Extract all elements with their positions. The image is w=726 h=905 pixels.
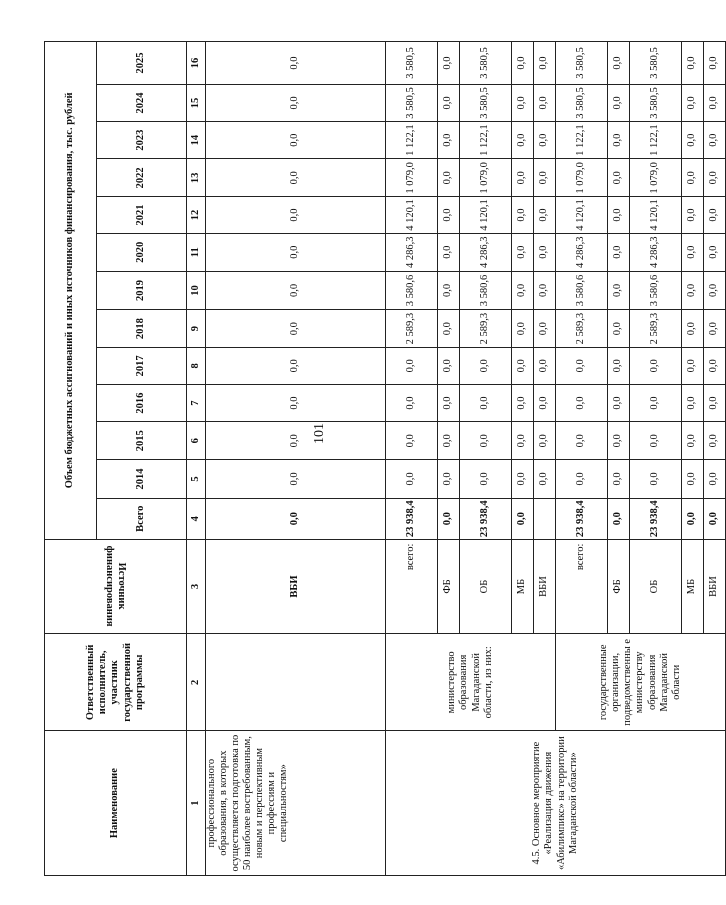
- row-value: 0,0: [206, 348, 386, 385]
- row-value: 0,0: [704, 271, 726, 310]
- column-number: 11: [187, 233, 206, 271]
- row-value: 0,0: [534, 310, 556, 348]
- row-value: 3 580,5: [460, 85, 512, 122]
- row-value: 0,0: [512, 42, 534, 85]
- row-value: 0,0: [438, 85, 460, 122]
- row-source: ФБ: [608, 539, 630, 634]
- column-number: 8: [187, 348, 206, 385]
- header-total: Всего: [97, 498, 187, 539]
- row-value: 3 580,5: [386, 42, 438, 85]
- header-year-2015: 2015: [97, 422, 187, 460]
- row-value: 0,0: [682, 460, 704, 499]
- header-year-2021: 2021: [97, 197, 187, 234]
- row-value: 0,0: [556, 422, 608, 460]
- row-value: 0,0: [534, 233, 556, 271]
- row-value: 0,0: [534, 159, 556, 197]
- column-number: 5: [187, 460, 206, 499]
- row-value: 0,0: [206, 310, 386, 348]
- row-total: 0,0: [608, 498, 630, 539]
- row-value: 1 122,1: [556, 121, 608, 159]
- row-value: 0,0: [682, 271, 704, 310]
- row-value: 0,0: [608, 422, 630, 460]
- row-value: 0,0: [682, 42, 704, 85]
- table-row: [206, 42, 386, 876]
- row-source: всего:: [386, 539, 438, 634]
- row-value: 0,0: [512, 159, 534, 197]
- row-value: 0,0: [608, 121, 630, 159]
- row-value: 0,0: [438, 460, 460, 499]
- header-year-2023: 2023: [97, 121, 187, 159]
- row-value: 0,0: [512, 233, 534, 271]
- row-value: 0,0: [206, 159, 386, 197]
- row-value: 0,0: [608, 348, 630, 385]
- row-value: 0,0: [438, 159, 460, 197]
- row-value: 0,0: [512, 460, 534, 499]
- row-value: 0,0: [556, 460, 608, 499]
- row-value: 1 079,0: [630, 159, 682, 197]
- column-number: 4: [187, 498, 206, 539]
- row-value: 0,0: [630, 460, 682, 499]
- row-value: 0,0: [556, 384, 608, 422]
- row-value: 0,0: [608, 159, 630, 197]
- row-value: 0,0: [534, 197, 556, 234]
- header-year-2025: 2025: [97, 42, 187, 85]
- row-value: 0,0: [704, 42, 726, 85]
- header-source: [45, 539, 187, 634]
- row-value: 0,0: [608, 460, 630, 499]
- row-value: 0,0: [460, 348, 512, 385]
- row-value: 0,0: [438, 233, 460, 271]
- row-value: 0,0: [682, 422, 704, 460]
- column-number: 3: [187, 539, 206, 634]
- column-number: 6: [187, 422, 206, 460]
- row-total: 0,0: [682, 498, 704, 539]
- row-value: 0,0: [460, 422, 512, 460]
- row-value: 0,0: [512, 121, 534, 159]
- row-value: 0,0: [386, 422, 438, 460]
- row-value: 4 120,1: [460, 197, 512, 234]
- row-total: 23 938,4: [556, 498, 608, 539]
- row-value: 3 580,5: [386, 85, 438, 122]
- row-value: 4 120,1: [386, 197, 438, 234]
- row-name: 4.5. Основное мероприятие «Реализация движения «Абилимпикс» на территории Магаданской области»: [386, 731, 726, 876]
- row-value: 3 580,6: [630, 271, 682, 310]
- row-value: 0,0: [682, 348, 704, 385]
- row-value: 0,0: [704, 384, 726, 422]
- column-number: 9: [187, 310, 206, 348]
- row-value: 4 120,1: [556, 197, 608, 234]
- row-value: 0,0: [704, 159, 726, 197]
- header-executor: Ответственный исполнитель, участник государственной программы: [45, 634, 187, 731]
- row-value: 0,0: [608, 197, 630, 234]
- row-value: 0,0: [206, 384, 386, 422]
- row-value: 0,0: [682, 197, 704, 234]
- row-value: 1 122,1: [460, 121, 512, 159]
- page-number: 101: [312, 423, 327, 444]
- row-value: 0,0: [438, 121, 460, 159]
- row-value: 0,0: [206, 121, 386, 159]
- row-value: 0,0: [534, 121, 556, 159]
- row-value: 0,0: [206, 422, 386, 460]
- row-value: 0,0: [512, 422, 534, 460]
- row-total: 0,0: [438, 498, 460, 539]
- header-year-2017: 2017: [97, 348, 187, 385]
- table-row: [386, 42, 438, 876]
- row-value: 3 580,5: [630, 85, 682, 122]
- header-year-2022: 2022: [97, 159, 187, 197]
- row-value: 0,0: [512, 384, 534, 422]
- rotated-table-container: [44, 41, 720, 876]
- row-value: 3 580,5: [630, 42, 682, 85]
- row-value: 0,0: [630, 422, 682, 460]
- row-value: 0,0: [534, 348, 556, 385]
- column-number: 15: [187, 85, 206, 122]
- row-value: 0,0: [682, 233, 704, 271]
- row-source: ФБ: [438, 539, 460, 634]
- row-value: 0,0: [512, 310, 534, 348]
- row-total: 0,0: [206, 498, 386, 539]
- row-value: 0,0: [704, 460, 726, 499]
- row-value: 0,0: [704, 85, 726, 122]
- row-value: 0,0: [438, 310, 460, 348]
- row-value: 0,0: [534, 460, 556, 499]
- row-total: 0,0: [512, 498, 534, 539]
- row-total: [534, 498, 556, 539]
- row-value: 0,0: [206, 233, 386, 271]
- header-year-2018: 2018: [97, 310, 187, 348]
- row-value: 0,0: [682, 121, 704, 159]
- row-value: 2 589,3: [460, 310, 512, 348]
- financing-table: [44, 41, 726, 876]
- header-year-2024: 2024: [97, 85, 187, 122]
- row-total: 23 938,4: [386, 498, 438, 539]
- column-number: 13: [187, 159, 206, 197]
- row-source: ОБ: [460, 539, 512, 634]
- row-name: профессионального образования, в которых осуществляется подготовка по 50 наиболее востребованным, новым и перспективным профессиям и специальностям»: [206, 731, 386, 876]
- row-source: ВБИ: [704, 539, 726, 634]
- row-source: ВБИ: [534, 539, 556, 634]
- row-value: 1 079,0: [556, 159, 608, 197]
- row-source: МБ: [512, 539, 534, 634]
- row-value: 0,0: [704, 310, 726, 348]
- row-value: 0,0: [704, 121, 726, 159]
- row-value: 0,0: [206, 271, 386, 310]
- row-value: 0,0: [206, 460, 386, 499]
- row-value: 0,0: [556, 348, 608, 385]
- row-value: 0,0: [438, 348, 460, 385]
- row-value: 1 079,0: [460, 159, 512, 197]
- row-total: 0,0: [704, 498, 726, 539]
- column-number: 1: [187, 731, 206, 876]
- row-value: 0,0: [206, 85, 386, 122]
- row-value: 0,0: [206, 197, 386, 234]
- row-value: 0,0: [386, 384, 438, 422]
- row-executor: [206, 634, 386, 731]
- row-value: 0,0: [512, 197, 534, 234]
- row-value: 0,0: [206, 42, 386, 85]
- row-value: 0,0: [512, 271, 534, 310]
- row-value: 0,0: [534, 384, 556, 422]
- column-number: 16: [187, 42, 206, 85]
- row-value: 4 286,3: [556, 233, 608, 271]
- row-value: 1 079,0: [386, 159, 438, 197]
- row-value: 4 286,3: [630, 233, 682, 271]
- header-funding-title: Объем бюджетных ассигнований и иных источников финансирования, тыс. рублей: [45, 42, 97, 540]
- header-name: Наименование: [45, 731, 187, 876]
- row-executor: министерство образования Магаданской области, из них:: [386, 634, 556, 731]
- row-value: 0,0: [534, 42, 556, 85]
- row-value: 1 122,1: [630, 121, 682, 159]
- column-number: 12: [187, 197, 206, 234]
- row-value: 0,0: [438, 271, 460, 310]
- column-number: 7: [187, 384, 206, 422]
- row-value: 4 286,3: [386, 233, 438, 271]
- row-value: 0,0: [534, 271, 556, 310]
- row-value: 0,0: [682, 159, 704, 197]
- row-value: 3 580,5: [556, 42, 608, 85]
- row-source: всего:: [556, 539, 608, 634]
- row-value: 3 580,6: [556, 271, 608, 310]
- row-value: 2 589,3: [386, 310, 438, 348]
- row-value: 0,0: [608, 42, 630, 85]
- row-value: 0,0: [608, 271, 630, 310]
- header-source-text: Источник финансирования: [104, 546, 127, 627]
- column-number: 14: [187, 121, 206, 159]
- row-value: 3 580,6: [386, 271, 438, 310]
- row-value: 2 589,3: [556, 310, 608, 348]
- row-value: 0,0: [512, 348, 534, 385]
- row-value: 0,0: [704, 233, 726, 271]
- row-value: 0,0: [438, 384, 460, 422]
- row-source: ВБИ: [206, 539, 386, 634]
- row-value: 0,0: [704, 422, 726, 460]
- row-value: 0,0: [460, 384, 512, 422]
- row-value: 3 580,5: [460, 42, 512, 85]
- row-value: 0,0: [438, 42, 460, 85]
- row-value: 3 580,6: [460, 271, 512, 310]
- header-year-2016: 2016: [97, 384, 187, 422]
- row-value: 0,0: [512, 85, 534, 122]
- row-value: 0,0: [438, 422, 460, 460]
- row-source: ОБ: [630, 539, 682, 634]
- row-value: 0,0: [386, 348, 438, 385]
- column-number: 10: [187, 271, 206, 310]
- row-value: 0,0: [386, 460, 438, 499]
- header-year-2014: 2014: [97, 460, 187, 499]
- row-total: 23 938,4: [630, 498, 682, 539]
- row-value: 4 286,3: [460, 233, 512, 271]
- row-value: 0,0: [630, 348, 682, 385]
- column-number: 2: [187, 634, 206, 731]
- row-value: 0,0: [534, 85, 556, 122]
- row-value: 0,0: [438, 197, 460, 234]
- row-value: 0,0: [608, 85, 630, 122]
- row-value: 0,0: [534, 422, 556, 460]
- row-value: 1 122,1: [386, 121, 438, 159]
- row-value: 0,0: [682, 85, 704, 122]
- row-value: 0,0: [682, 310, 704, 348]
- row-value: 0,0: [608, 384, 630, 422]
- row-value: 3 580,5: [556, 85, 608, 122]
- row-value: 0,0: [460, 460, 512, 499]
- row-value: 0,0: [682, 384, 704, 422]
- header-year-2019: 2019: [97, 271, 187, 310]
- row-value: 0,0: [608, 233, 630, 271]
- row-value: 0,0: [630, 384, 682, 422]
- row-total: 23 938,4: [460, 498, 512, 539]
- row-value: 0,0: [704, 348, 726, 385]
- row-value: 2 589,3: [630, 310, 682, 348]
- row-source: МБ: [682, 539, 704, 634]
- row-value: 0,0: [704, 197, 726, 234]
- row-executor: государственные организации, подведомственны е министерству образования Магаданской области: [556, 634, 726, 731]
- header-year-2020: 2020: [97, 233, 187, 271]
- row-value: 4 120,1: [630, 197, 682, 234]
- row-value: 0,0: [608, 310, 630, 348]
